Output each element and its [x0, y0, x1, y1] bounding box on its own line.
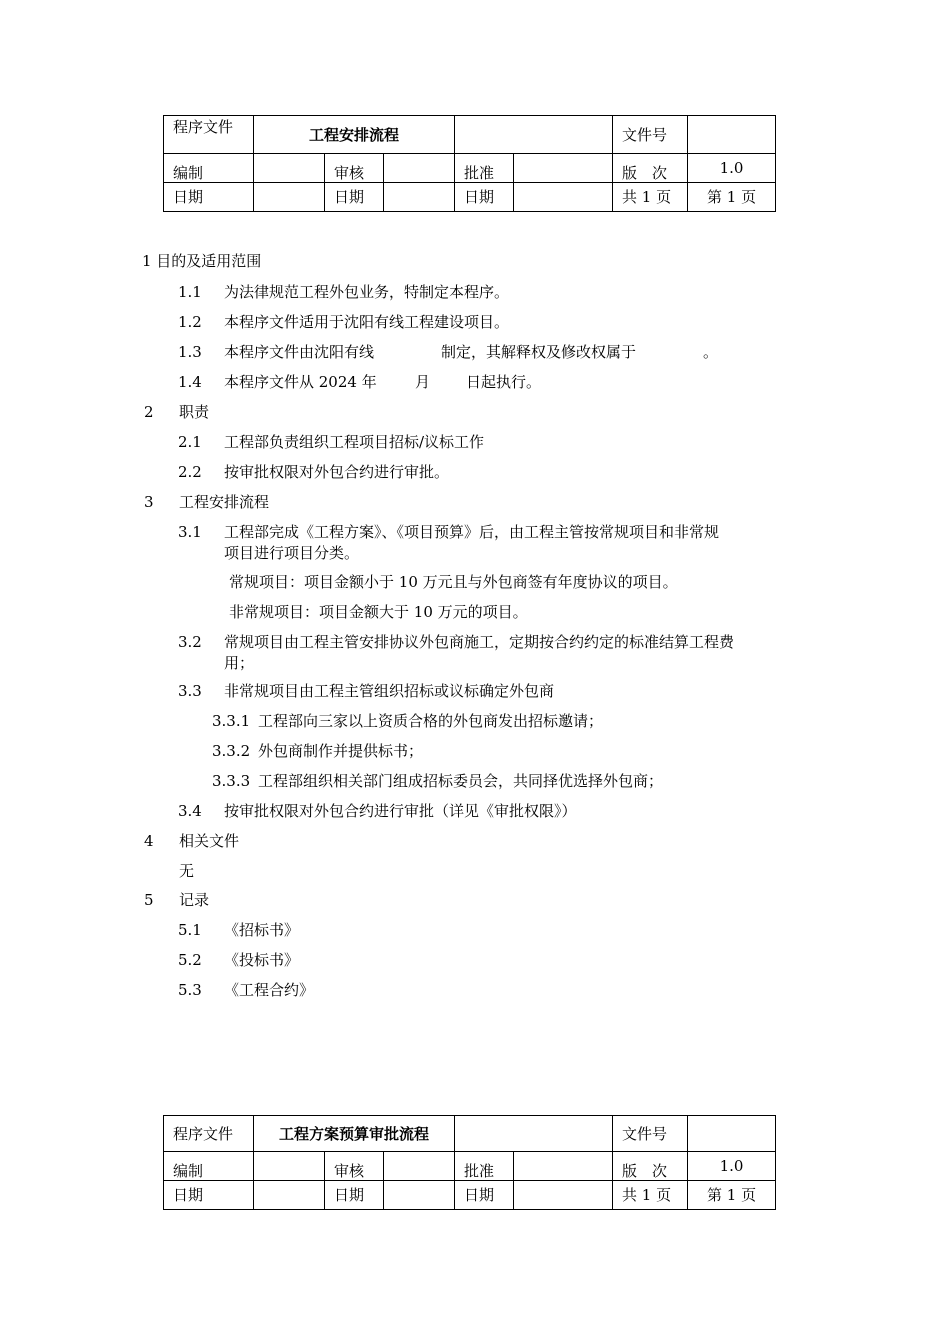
version-value: 1.0 [688, 154, 776, 183]
date-label: 日期 [164, 183, 254, 212]
section-number: 4 [144, 832, 154, 850]
item-number: 3.1 [178, 523, 202, 541]
page-number: 第 1 页 [688, 183, 776, 212]
doc-no-label: 文件号 [613, 1116, 688, 1152]
total-pages: 共 1 页 [613, 183, 688, 212]
section-number: 2 [144, 403, 154, 421]
section-1-heading: 1 目的及适用范围 [142, 252, 262, 270]
definition-text: 常规项目：项目金额小于 10 万元且与外包商签有年度协议的项目。 [229, 573, 678, 591]
item-text: 本程序文件适用于沈阳有线工程建设项目。 [224, 313, 510, 331]
prepared-value [254, 1152, 325, 1181]
item-number: 1.2 [178, 313, 202, 331]
version-value: 1.0 [688, 1152, 776, 1181]
approve-date-label: 日期 [455, 183, 514, 212]
item-number: 5.2 [178, 951, 202, 969]
item-text: 工程部向三家以上资质合格的外包商发出招标邀请； [258, 712, 604, 730]
none-text: 无 [179, 862, 195, 880]
item-text: 《招标书》 [224, 921, 300, 939]
item-text-part-a: 本程序文件由沈阳有线 [224, 343, 375, 361]
doc-type-label: 程序文件 [164, 116, 254, 154]
date-label: 日期 [164, 1181, 254, 1210]
item-number: 3.2 [178, 633, 202, 651]
item-text-part-b: 月 [415, 373, 431, 391]
section-number: 5 [144, 891, 154, 909]
doc-no-label: 文件号 [613, 116, 688, 154]
review-date-label: 日期 [325, 1181, 384, 1210]
item-text: 按审批权限对外包合约进行审批（详见《审批权限》） [224, 802, 577, 820]
item-number: 3.3 [178, 682, 202, 700]
reviewed-label: 审核 [325, 1152, 384, 1181]
item-text-line-1: 工程部完成《工程方案》、《项目预算》后，由工程主管按常规项目和非常规 [224, 523, 720, 541]
section-title: 记录 [179, 891, 210, 909]
doc-no-value [688, 1116, 776, 1152]
item-text-part-c: 日起执行。 [466, 373, 542, 391]
section-number: 3 [144, 493, 154, 511]
approved-label: 批准 [455, 1152, 514, 1181]
item-number: 1.4 [178, 373, 202, 391]
item-number: 2.2 [178, 463, 202, 481]
item-number: 1.1 [178, 283, 202, 301]
item-number: 3.4 [178, 802, 202, 820]
prepared-value [254, 154, 325, 183]
item-number: 3.3.2 [212, 742, 251, 760]
reviewed-value [384, 1152, 455, 1181]
item-number: 2.1 [178, 433, 202, 451]
blank-cell [455, 1116, 613, 1152]
doc-no-value [688, 116, 776, 154]
doc-type-label: 程序文件 [164, 1116, 254, 1152]
item-number: 1.3 [178, 343, 202, 361]
prepared-label: 编制 [164, 154, 254, 183]
approved-label: 批准 [455, 154, 514, 183]
item-number: 5.3 [178, 981, 202, 999]
document-title: 工程安排流程 [254, 116, 455, 154]
date-value [254, 1181, 325, 1210]
item-text: 工程部组织相关部门组成招标委员会，共同择优选择外包商； [258, 772, 664, 790]
item-text: 为法律规范工程外包业务，特制定本程序。 [224, 283, 510, 301]
item-text: 《投标书》 [224, 951, 300, 969]
item-text: 外包商制作并提供标书； [258, 742, 424, 760]
total-pages: 共 1 页 [613, 1181, 688, 1210]
document-header-table [163, 115, 776, 212]
item-number: 3.3.1 [212, 712, 251, 730]
item-text-line-1: 常规项目由工程主管安排协议外包商施工，定期按合约约定的标准结算工程费 [224, 633, 735, 651]
version-label: 版 次 [613, 154, 688, 183]
item-text-line-2: 用； [224, 654, 255, 672]
approved-value [514, 1152, 613, 1181]
page-number: 第 1 页 [688, 1181, 776, 1210]
prepared-label: 编制 [164, 1152, 254, 1181]
item-text: 按审批权限对外包合约进行审批。 [224, 463, 450, 481]
approved-value [514, 154, 613, 183]
blank-cell [455, 116, 613, 154]
item-text: 工程部负责组织工程项目招标/议标工作 [224, 433, 485, 451]
document-title: 工程方案预算审批流程 [254, 1116, 455, 1152]
reviewed-label: 审核 [325, 154, 384, 183]
review-date-value [384, 183, 455, 212]
version-label: 版 次 [613, 1152, 688, 1181]
section-title: 相关文件 [179, 832, 240, 850]
date-value [254, 183, 325, 212]
review-date-value [384, 1181, 455, 1210]
review-date-label: 日期 [325, 183, 384, 212]
item-text-part-c: 。 [703, 343, 719, 361]
item-number: 3.3.3 [212, 772, 251, 790]
item-text: 《工程合约》 [224, 981, 315, 999]
definition-text: 非常规项目：项目金额大于 10 万元的项目。 [229, 603, 528, 621]
approve-date-value [514, 183, 613, 212]
reviewed-value [384, 154, 455, 183]
item-text-part-a: 本程序文件从 2024 年 [224, 373, 377, 391]
item-text-part-b: 制定，其解释权及修改权属于 [441, 343, 637, 361]
approve-date-value [514, 1181, 613, 1210]
section-title: 职责 [179, 403, 210, 421]
document-header-table-2 [163, 1115, 776, 1210]
item-number: 5.1 [178, 921, 202, 939]
approve-date-label: 日期 [455, 1181, 514, 1210]
section-title: 工程安排流程 [179, 493, 270, 511]
item-text-line-2: 项目进行项目分类。 [224, 544, 360, 562]
item-text: 非常规项目由工程主管组织招标或议标确定外包商 [224, 682, 555, 700]
